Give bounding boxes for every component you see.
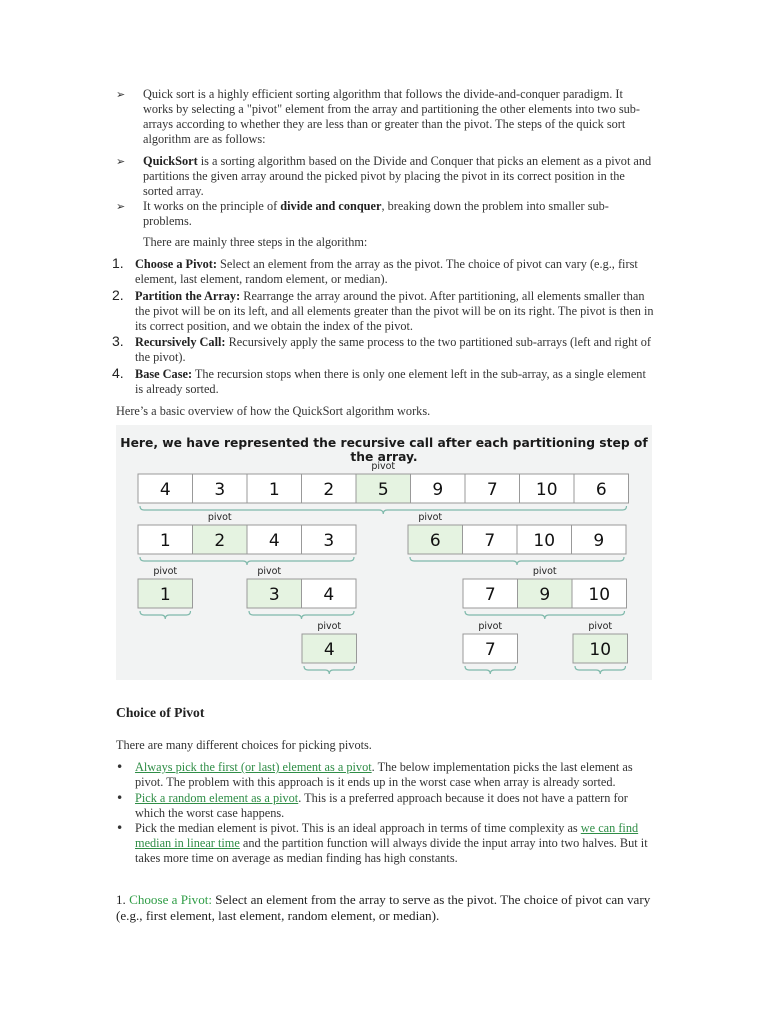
final-step xyxy=(116,892,656,924)
term-divide-and-conquer: divide and conquer xyxy=(280,199,382,213)
step-title: Choose a Pivot: xyxy=(135,257,217,271)
choice-text: . This is a preferred approach because it does not have a pattern for which the worst case happens. xyxy=(135,790,628,820)
list-item xyxy=(116,821,656,866)
partition-tree xyxy=(116,425,652,680)
step-title: Recursively Call: xyxy=(135,335,226,349)
list-item xyxy=(116,87,656,147)
cell-value: 2 xyxy=(323,480,335,500)
cell-value: 9 xyxy=(593,531,605,551)
cell-value: 4 xyxy=(323,585,335,605)
pivot-choices-list xyxy=(116,760,656,867)
arrow-bullet-icon: ➢ xyxy=(116,155,126,168)
cell-value: 9 xyxy=(539,585,551,605)
pivot-label: pivot xyxy=(588,621,613,632)
cell-value: 10 xyxy=(589,640,612,660)
list-item xyxy=(116,154,656,199)
partition-brace xyxy=(140,611,191,619)
partition-brace xyxy=(465,666,516,674)
final-text: Select an element from the array to serve as the pivot. The choice of pivot can vary (e.g., first element, last element, random element, or median). xyxy=(116,892,651,923)
diagram-title: Here, we have represented the recursive call after each partitioning step of the array. xyxy=(120,436,648,464)
pivot-label: pivot xyxy=(153,566,178,577)
partition-brace xyxy=(465,611,625,619)
intro-list xyxy=(116,87,656,147)
pivot-label: pivot xyxy=(257,566,282,577)
link-first-last-pivot[interactable]: Always pick the first (or last) element as a pivot xyxy=(135,760,372,774)
cell-value: 7 xyxy=(484,531,496,551)
link-random-pivot[interactable]: Pick a random element as a pivot xyxy=(135,790,299,805)
term-quicksort: QuickSort xyxy=(143,154,198,168)
definition-text: is a sorting algorithm based on the Divide and Conquer that picks an element as a pivot and partitions the given array around the picked pivot by placing the pivot in its correct position in the sorted array. xyxy=(143,154,652,198)
cell-value: 1 xyxy=(268,480,280,500)
final-number: 1. xyxy=(116,892,130,907)
section-heading: Choice of Pivot xyxy=(116,705,205,720)
steps-intro: There are mainly three steps in the algorithm: xyxy=(143,235,368,249)
final-label: Choose a Pivot: xyxy=(129,892,213,907)
step-text: Rearrange the array around the pivot. After partitioning, all elements smaller than the pivot will be on its left, and all elements greater than the pivot will be on its right. The pivot is then in its correct position, and we obtain the index of the pivot. xyxy=(135,288,654,333)
choice-text-pre: Pick the median element is pivot. This is an ideal approach in terms of time complexity as xyxy=(135,821,581,835)
choice-text: . The below implementation picks the last element as pivot. The problem with this approach is it ends up in the worst case when array is already sorted. xyxy=(135,760,633,789)
pivot-label: pivot xyxy=(478,621,503,632)
partition-brace xyxy=(575,666,626,674)
step-number: 3. xyxy=(112,333,124,349)
cell-value: 4 xyxy=(323,640,335,660)
principle-text-pre: It works on the principle of xyxy=(143,199,281,213)
partition-brace xyxy=(410,557,624,565)
list-item xyxy=(116,791,656,821)
pivot-label: pivot xyxy=(418,512,443,523)
definition-list xyxy=(116,154,656,229)
step-number: 4. xyxy=(112,364,124,381)
step-item xyxy=(112,364,657,397)
cell-value: 1 xyxy=(159,585,171,605)
cell-value: 7 xyxy=(484,640,496,660)
choices-intro: There are many different choices for picking pivots. xyxy=(116,738,372,752)
arrow-bullet-icon: ➢ xyxy=(116,88,126,101)
cell-value: 2 xyxy=(214,531,226,551)
step-text: The recursion stops when there is only one element left in the sub-array, as a single element is already sorted. xyxy=(135,366,646,396)
cell-value: 4 xyxy=(268,531,280,551)
cell-value: 3 xyxy=(268,585,280,605)
step-title: Partition the Array: xyxy=(135,288,241,303)
partition-brace xyxy=(249,611,354,619)
bullet-dot-icon: • xyxy=(116,760,124,774)
cell-value: 6 xyxy=(595,480,607,500)
overview-text: Here’s a basic overview of how the QuickSort algorithm works. xyxy=(116,404,431,418)
cell-value: 5 xyxy=(377,480,389,500)
principle-text-post: , breaking down the problem into smaller sub-problems. xyxy=(143,199,609,228)
arrow-bullet-icon: ➢ xyxy=(116,200,126,213)
quicksort-diagram xyxy=(116,425,652,680)
cell-value: 3 xyxy=(214,480,226,500)
pivot-label: pivot xyxy=(532,566,557,577)
link-median-linear-time[interactable]: we can find median in linear time xyxy=(135,821,639,850)
steps-list xyxy=(112,257,657,398)
step-title: Base Case: xyxy=(135,366,193,381)
list-item xyxy=(116,760,656,790)
pivot-label: pivot xyxy=(317,621,342,632)
step-number: 2. xyxy=(112,286,124,303)
step-item xyxy=(112,286,657,334)
list-item xyxy=(116,199,656,229)
pivot-label: pivot xyxy=(371,461,396,472)
bullet-dot-icon: • xyxy=(116,821,124,835)
step-text: Recursively apply the same process to the two partitioned sub-arrays (left and right of the pivot). xyxy=(135,335,651,364)
intro-text: Quick sort is a highly efficient sorting algorithm that follows the divide-and-conquer paradigm. It works by selecting a "pivot" element from the array and partitioning the other elements into two sub-arrays according to whether they are less than or greater than the pivot. The steps of the quick sort algorithm are as follows: xyxy=(143,87,641,146)
step-number: 1. xyxy=(112,255,124,271)
step-item xyxy=(112,257,657,287)
cell-value: 10 xyxy=(535,480,558,500)
cell-value: 7 xyxy=(484,585,496,605)
cell-value: 7 xyxy=(486,480,498,500)
step-text: Select an element from the array as the pivot. The choice of pivot can vary (e.g., first element, last element, random element, or median). xyxy=(135,257,638,286)
cell-value: 4 xyxy=(159,480,171,500)
step-item xyxy=(112,335,657,365)
choice-text: and the partition function will always divide the input array into two halves. But it takes more time on average as median finding has high constants. xyxy=(135,836,648,865)
bullet-dot-icon: • xyxy=(116,790,124,805)
partition-brace xyxy=(140,557,354,565)
cell-value: 3 xyxy=(323,531,335,551)
cell-value: 10 xyxy=(533,531,556,551)
cell-value: 1 xyxy=(159,531,171,551)
cell-value: 6 xyxy=(429,531,441,551)
partition-brace xyxy=(304,666,355,674)
cell-value: 10 xyxy=(588,585,611,605)
pivot-label: pivot xyxy=(207,512,232,523)
cell-value: 9 xyxy=(432,480,444,500)
